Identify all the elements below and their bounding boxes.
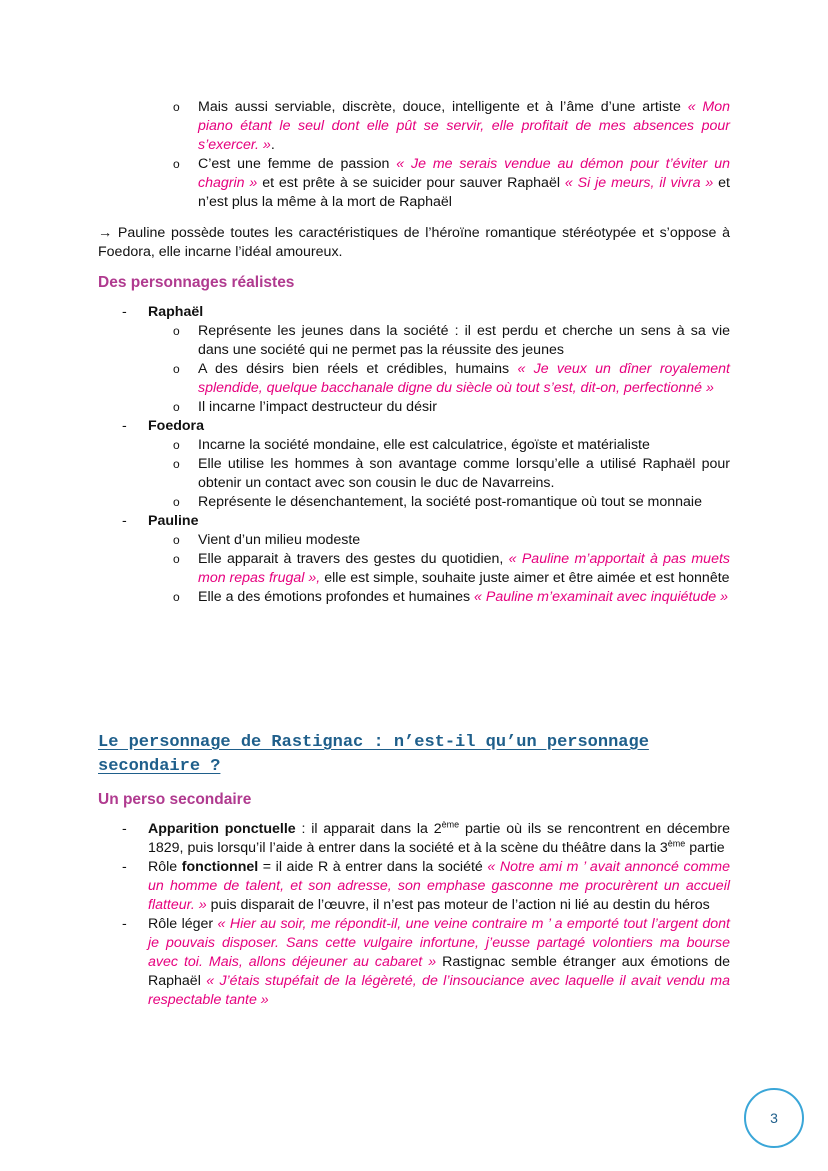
dash-bullet-icon: - bbox=[122, 304, 127, 320]
list-item: o Représente le désenchantement, la société post-romantique où tout se monnaie bbox=[173, 494, 702, 510]
section-rastignac-subtitle: Un perso secondaire bbox=[98, 791, 252, 808]
pauline-conclusion: → Pauline possède toutes les caractéristiques de l’héroïne romantique stéréotypée et s’oppose à Foedora, elle incarne l’idéal amoureux. bbox=[98, 225, 730, 260]
circle-bullet-icon: o bbox=[173, 590, 180, 604]
dash-bullet-icon: - bbox=[122, 821, 127, 837]
dash-bullet-icon: - bbox=[122, 418, 127, 434]
dash-bullet-icon: - bbox=[122, 859, 127, 875]
list-item: o Elle utilise les hommes à son avantage comme lorsqu’elle a utilisé Raphaël pour obtenir un contact avec son cousin le duc de Navarreins. bbox=[173, 456, 730, 491]
circle-bullet-icon: o bbox=[173, 457, 180, 471]
circle-bullet-icon: o bbox=[173, 157, 180, 171]
list-item: o Il incarne l’impact destructeur du désir bbox=[173, 399, 437, 415]
list-item: o C’est une femme de passion « Je me serais vendue au démon pour t’éviter un chagrin » et est prête à se suicider pour sauver Raphaël « Si je meurs, il vivra » et n’est plus la même à la mort de Raphaël bbox=[173, 156, 731, 210]
character-pauline: - Pauline bbox=[122, 513, 199, 529]
list-item: - Apparition ponctuelle : il apparait dans la 2ème partie où ils se rencontrent en décembre 1829, puis lorsqu’il l’aide à entrer dans la société et à la scène du théâtre dans la 3ème partie bbox=[122, 819, 730, 856]
rastignac-list bbox=[0, 820, 828, 1010]
list-item: o Représente les jeunes dans la société : il est perdu et cherche un sens à sa vie dans une société qui ne permet pas la réussite des jeunes bbox=[173, 323, 730, 358]
dash-bullet-icon: - bbox=[122, 916, 127, 932]
list-item: o Mais aussi serviable, discrète, douce, intelligente et à l’âme d’une artiste « Mon piano étant le seul dont elle pût se servir, elle profitait de mes absences pour s’exercer. ». bbox=[173, 99, 730, 153]
section-realistes-title: Des personnages réalistes bbox=[98, 274, 295, 291]
list-item: o A des désirs bien réels et crédibles, humains « Je veux un dîner royalement splendide, quelque bacchanale digne du siècle où tout s’est, dit-on, perfectionné » bbox=[173, 361, 731, 396]
list-item: o Elle a des émotions profondes et humaines « Pauline m’examinait avec inquiétude » bbox=[173, 589, 729, 605]
character-raphael: - Raphaël bbox=[122, 304, 204, 320]
list-item: - Rôle fonctionnel = il aide R à entrer dans la société « Notre ami m ’ avait annoncé comme un homme de talent, et son adresse, son emphase gasconne me procurèrent un accueil flatteur. » puis disparait de l’œuvre, il n’est pas moteur de l’action ni lié au destin du héros bbox=[122, 859, 730, 913]
list-item: o Vient d’un milieu modeste bbox=[173, 532, 361, 548]
page-number: 3 bbox=[744, 1088, 804, 1148]
circle-bullet-icon: o bbox=[173, 438, 180, 452]
list-item: - Rôle léger « Hier au soir, me répondit-il, une veine contraire m ’ a emporté tout l’argent dont je pouvais disposer. Sans cette vulgaire infortune, j’eusse partagé volontiers ma bourse avec toi. Mais, allons déjeuner au cabaret » Rastignac semble étranger aux émotions de Raphaël « J’étais stupéfait de la légèreté, de l’insouciance avec laquelle il avait vendu ma respectable tante » bbox=[122, 916, 730, 1008]
character-foedora: - Foedora bbox=[122, 418, 204, 434]
circle-bullet-icon: o bbox=[173, 324, 180, 338]
section-rastignac-title: Le personnage de Rastignac : n’est-il qu’un personnage secondaire ? bbox=[98, 733, 649, 776]
circle-bullet-icon: o bbox=[173, 533, 180, 547]
circle-bullet-icon: o bbox=[173, 495, 180, 509]
pauline-romantic-list bbox=[0, 98, 730, 212]
circle-bullet-icon: o bbox=[173, 362, 180, 376]
circle-bullet-icon: o bbox=[173, 100, 180, 114]
circle-bullet-icon: o bbox=[173, 552, 180, 566]
dash-bullet-icon: - bbox=[122, 513, 127, 529]
list-item: o Elle apparait à travers des gestes du quotidien, « Pauline m’apportait à pas muets mon repas frugal », elle est simple, souhaite juste aimer et être aimée et est honnête bbox=[173, 551, 730, 586]
realistes-list bbox=[0, 303, 828, 607]
circle-bullet-icon: o bbox=[173, 400, 180, 414]
list-item: o Incarne la société mondaine, elle est calculatrice, égoïste et matérialiste bbox=[173, 437, 650, 453]
